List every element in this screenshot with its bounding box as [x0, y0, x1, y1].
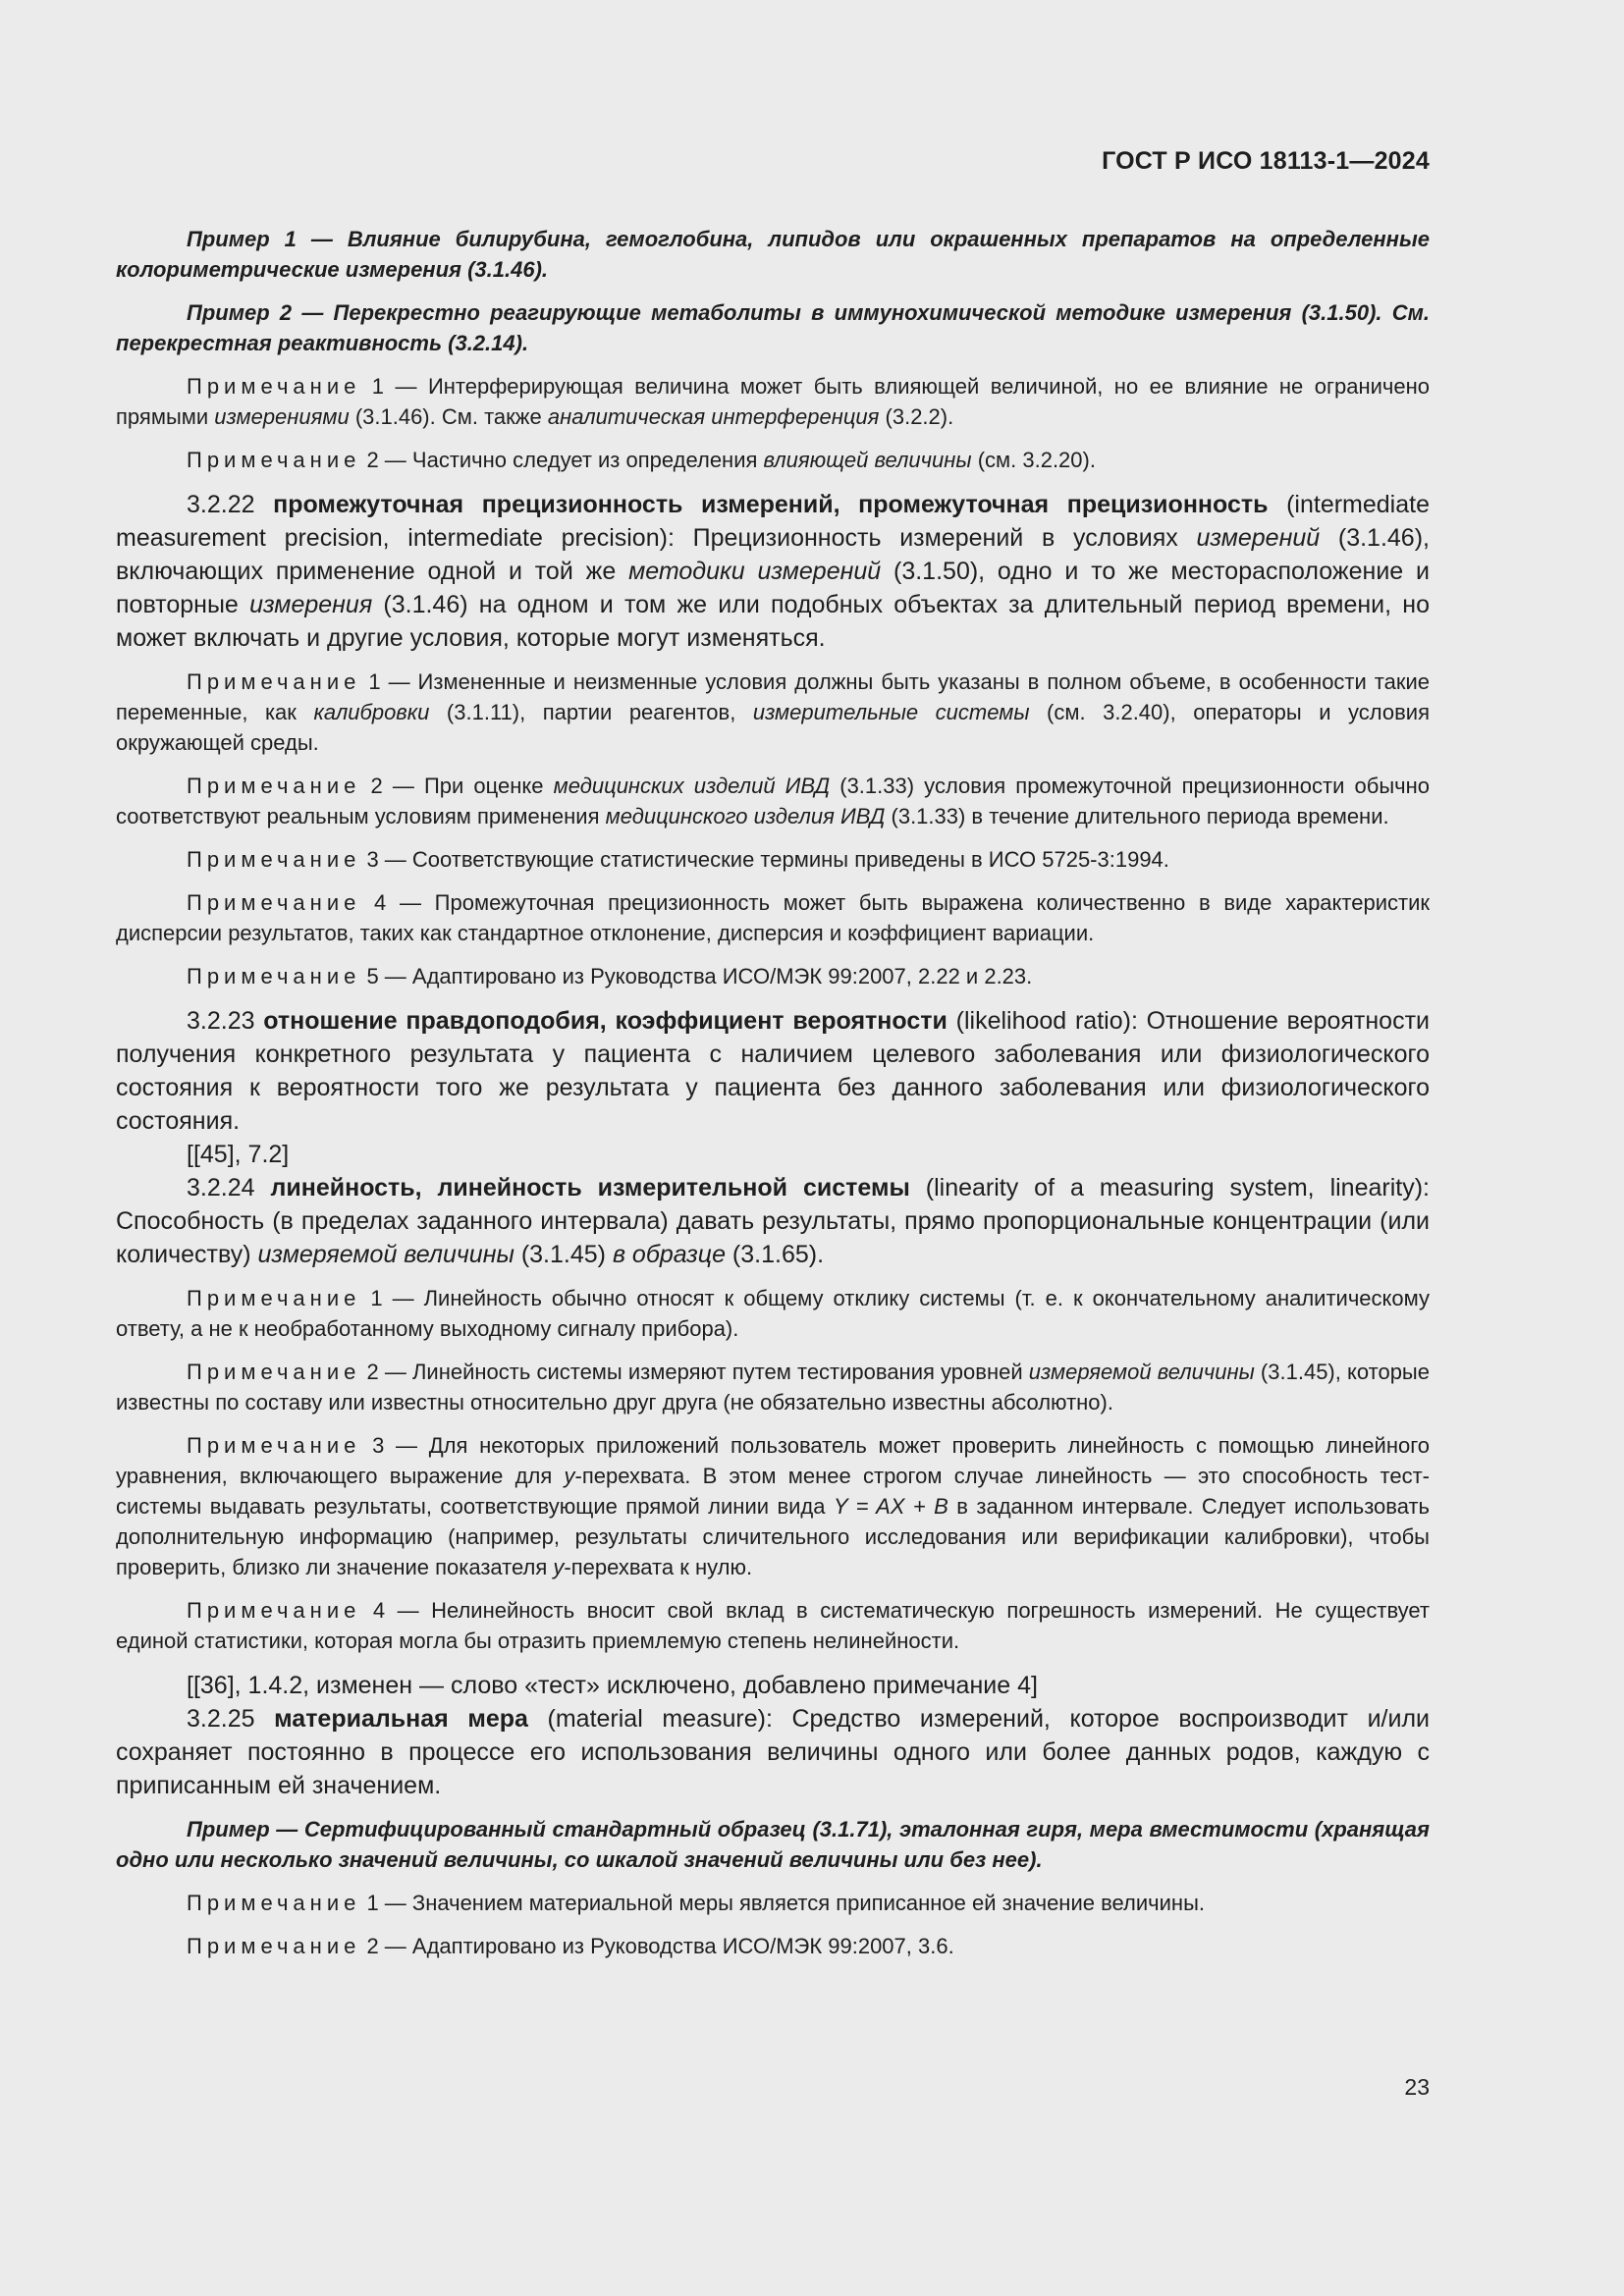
term-title: промежуточная прецизионность измерений, промежуточная прецизионность [273, 491, 1269, 518]
note-label: Примечание [187, 774, 361, 798]
note-3222-3: Примечание 3 — Соответствующие статистические термины приведены в ИСО 5725-3:1994. [187, 847, 1169, 872]
note-3225-1: Примечание 1 — Значением материальной меры является приписанное ей значение величины. [187, 1891, 1205, 1915]
term-3-2-23: 3.2.23 отношение правдоподобия, коэффициент вероятности (likelihood ratio): Отношение вероятности получения конкретного результата у пациента с наличием целевого заболевания или физиологического состояния к вероятности того же результата у пациента без данного заболевания или физиологического состояния. [116, 1007, 1430, 1135]
note-3224-1: Примечание 1 — Линейность обычно относят к общему отклику системы (т. е. к окончательному аналитическому ответу, а не к необработанному выходному сигналу прибора). [116, 1286, 1430, 1341]
note-3225-2: Примечание 2 — Адаптировано из Руководства ИСО/МЭК 99:2007, 3.6. [187, 1934, 954, 1958]
note-3224-2: Примечание 2 — Линейность системы измеряют путем тестирования уровней измеряемой величины (3.1.45), которые известны по составу или известны относительно друг друга (не обязательно известны абсолютно). [116, 1360, 1430, 1415]
source-3-2-24: [[36], 1.4.2, изменен — слово «тест» исключено, добавлено примечание 4] [187, 1672, 1038, 1699]
note-label: Примечание [187, 1360, 361, 1384]
note-label: Примечание [187, 1286, 361, 1310]
term-3-2-25: 3.2.25 материальная мера (material measure): Средство измерений, которое воспроизводит и/или сохраняет постоянно в процессе его использования величины одного или более данных родов, каждую с приписанным ей значением. [116, 1705, 1431, 1799]
source-3-2-23: [[45], 7.2] [187, 1141, 290, 1168]
example-3225: Пример — Сертифицированный стандартный образец (3.1.71), эталонная гиря, мера вместимости (хранящая одно или несколько значений величины, со шкалой значений величины или без нее). [116, 1817, 1430, 1872]
example-2: Пример 2 — Перекрестно реагирующие метаболиты в иммунохимической методике измерения (3.1.50). См. перекрестная реактивность (3.2.14). [116, 300, 1430, 355]
note-3222-4: Примечание 4 — Промежуточная прецизионность может быть выражена количественно в виде характеристик дисперсии результатов, таких как стандартное отклонение, дисперсия и коэффициент вариации. [116, 890, 1430, 945]
note-label: Примечание [187, 1934, 361, 1958]
note-label: Примечание [187, 890, 361, 915]
note-label: Примечание [187, 847, 361, 872]
note-label: Примечание [187, 1433, 361, 1458]
note-3222-5: Примечание 5 — Адаптировано из Руководства ИСО/МЭК 99:2007, 2.22 и 2.23. [187, 964, 1033, 988]
example-1: Пример 1 — Влияние билирубина, гемоглобина, липидов или окрашенных препаратов на определенные колориметрические измерения (3.1.46). [116, 227, 1430, 282]
note-label: Примечание [187, 374, 361, 399]
term-3-2-24: 3.2.24 линейность, линейность измерительной системы (linearity of a measuring system, linearity): Способность (в пределах заданного интервала) давать результаты, прямо пропорциональные концентрации (или количеству) измеряемой величины (3.1.45) в образце (3.1.65). [116, 1174, 1430, 1268]
document-body [116, 224, 1430, 1974]
note-label: Примечание [187, 448, 361, 472]
page-number: 23 [1404, 2074, 1430, 2100]
term-title: отношение правдоподобия, коэффициент вероятности [263, 1007, 947, 1035]
term-title: материальная мера [274, 1705, 528, 1733]
note-3221-2: Примечание 2 — Частично следует из определения влияющей величины (см. 3.2.20). [187, 448, 1096, 472]
note-3221-1: Примечание 1 — Интерферирующая величина может быть влияющей величиной, но ее влияние не ограничено прямыми измерениями (3.1.46). См. также аналитическая интерференция (3.2.2). [116, 374, 1430, 429]
note-label: Примечание [187, 669, 361, 694]
term-title: линейность, линейность измерительной системы [270, 1174, 910, 1201]
term-3-2-22: 3.2.22 промежуточная прецизионность измерений, промежуточная прецизионность (intermediate measurement precision, intermediate precision): Прецизионность измерений в условиях измерений (3.1.46), включающих применение одной и той же методики измерений (3.1.50), одно и то же месторасположение и повторные измерения (3.1.46) на одном и том же или подобных объектах за длительный период времени, но может включать и другие условия, которые могут изменяться. [116, 491, 1431, 652]
note-label: Примечание [187, 1891, 361, 1915]
note-label: Примечание [187, 964, 361, 988]
document-header: ГОСТ Р ИСО 18113-1—2024 [1102, 147, 1430, 175]
note-3222-1: Примечание 1 — Измененные и неизменные условия должны быть указаны в полном объеме, в особенности такие переменные, как калибровки (3.1.11), партии реагентов, измерительные системы (см. 3.2.40), операторы и условия окружающей среды. [116, 669, 1430, 755]
note-3224-4: Примечание 4 — Нелинейность вносит свой вклад в систематическую погрешность измерений. Не существует единой статистики, которая могла бы отразить приемлемую степень нелинейности. [116, 1598, 1430, 1653]
note-label: Примечание [187, 1598, 361, 1623]
note-3222-2: Примечание 2 — При оценке медицинских изделий ИВД (3.1.33) условия промежуточной прецизионности обычно соответствуют реальным условиям применения медицинского изделия ИВД (3.1.33) в течение длительного периода времени. [116, 774, 1430, 828]
note-3224-3: Примечание 3 — Для некоторых приложений пользователь может проверить линейность с помощью линейного уравнения, включающего выражение для y-перехвата. В этом менее строгом случае линейность — это способность тест-системы выдавать результаты, соответствующие прямой линии вида Y = AX + B в заданном интервале. Следует использовать дополнительную информацию (например, результаты сличительного исследования или верификации калибровки), чтобы проверить, близко ли значение показателя y-перехвата к нулю. [116, 1433, 1430, 1579]
